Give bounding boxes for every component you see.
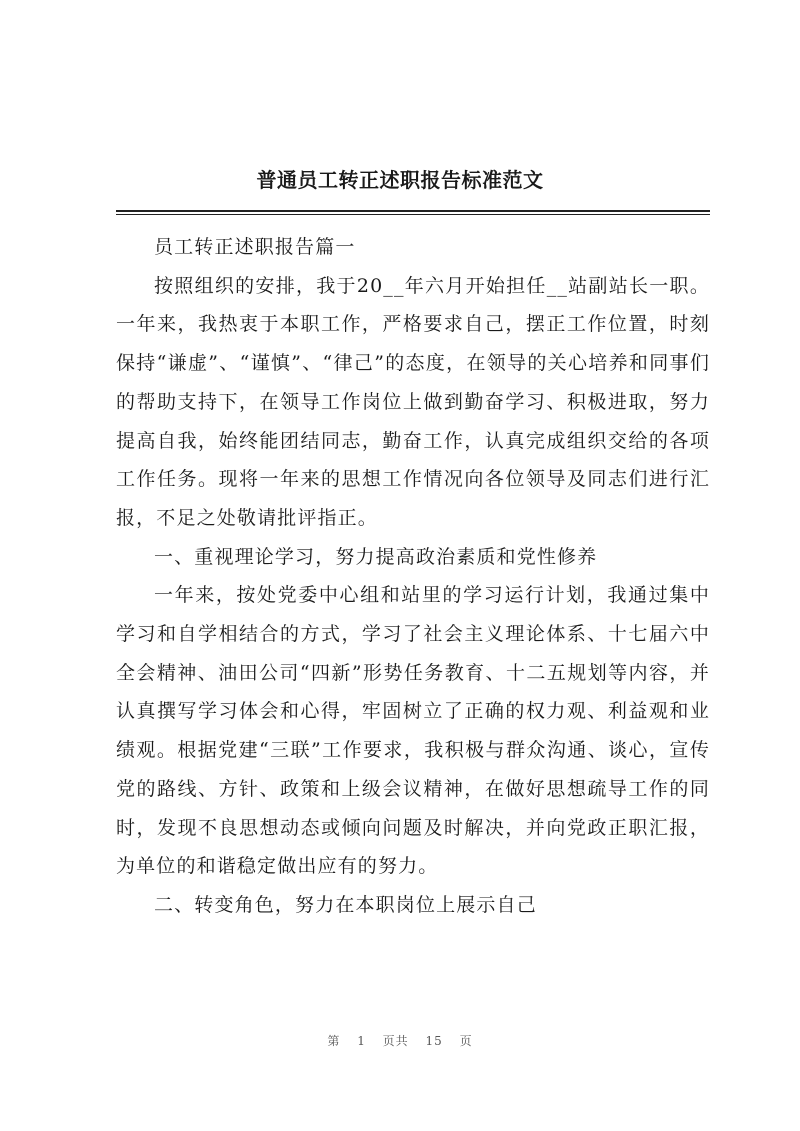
- footer-prefix: 第: [327, 1034, 341, 1048]
- section-heading: 一、重视理论学习，努力提高政治素质和党性修养: [154, 545, 598, 568]
- document-body: [116, 228, 710, 925]
- footer-suffix: 页: [459, 1034, 473, 1048]
- footer-total-pages: 15: [425, 1034, 443, 1048]
- body-paragraph: 一年来，按处党委中心组和站里的学习运行计划，我通过集中学习和自学相结合的方式，学习了社会主义理论体系、十七届六中全会精神、油田公司“四新”形势任务教育、十二五规划等内容，并认真撰写学习体会和心得，牢固树立了正确的权力观、利益观和业绩观。根据党建“三联”工作要求，我积极与群众沟通、谈心，宣传党的路线、方针、政策和上级会议精神，在做好思想疏导工作的同时，发现不良思想动态或倾向问题及时解决，并向党政正职汇报，为单位的和谐稳定做出应有的努力。: [116, 584, 710, 878]
- section-heading: 二、转变角色，努力在本职岗位上展示自己: [154, 893, 537, 916]
- footer-middle: 页共: [382, 1034, 409, 1048]
- body-paragraph: 按照组织的安排，我于20__年六月开始担任__站副站长一职。一年来，我热衷于本职工作，严格要求自己，摆正工作位置，时刻保持“谦虚”、“谨慎”、“律己”的态度，在领导的关心培养和同事们的帮助支持下，在领导工作岗位上做到勤奋学习、积极进取，努力提高自我，始终能团结同志，勤奋工作，认真完成组织交给的各项工作任务。现将一年来的思想工作情况向各位领导及同志们进行汇报，不足之处敬请批评指正。: [116, 274, 710, 529]
- page-footer: [0, 1032, 800, 1049]
- footer-current-page: 1: [357, 1034, 366, 1048]
- section-heading: 员工转正述职报告篇一: [154, 236, 356, 258]
- document-title: 普通员工转正述职报告标准范文: [256, 168, 544, 192]
- title-divider-thin: [116, 214, 710, 215]
- title-divider-thick: [116, 210, 710, 212]
